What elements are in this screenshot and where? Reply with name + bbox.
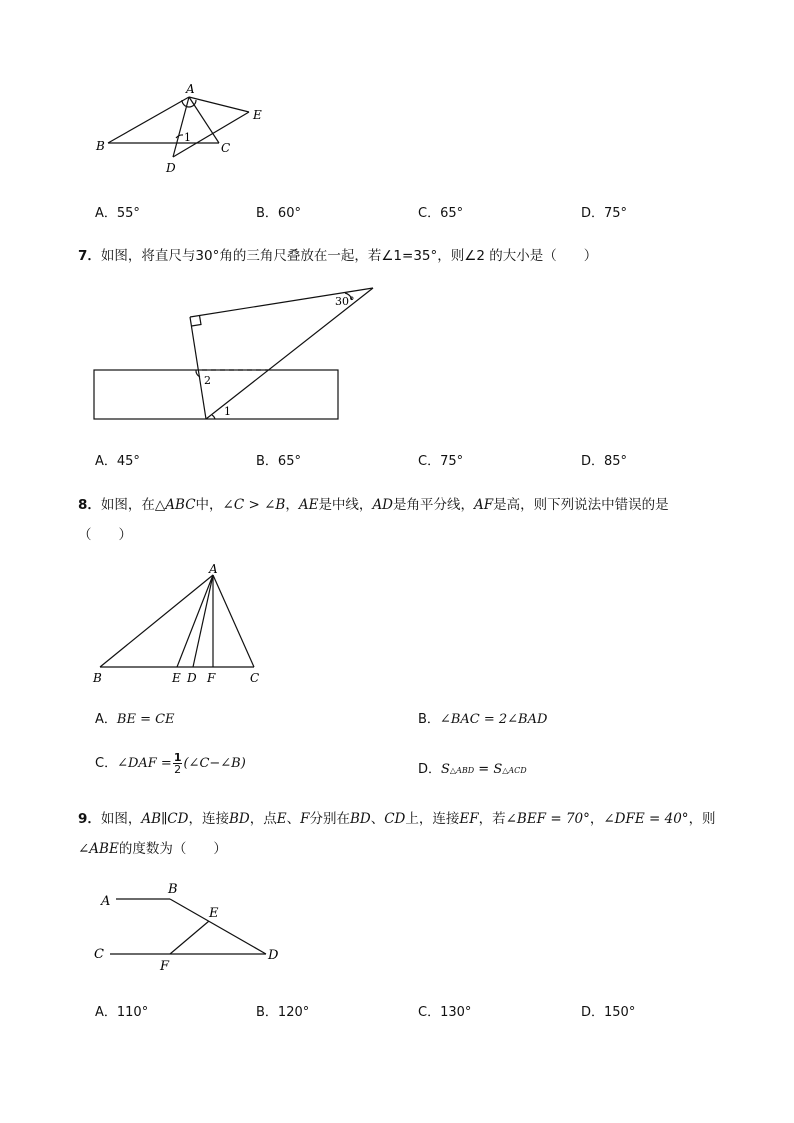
q8-condition: ∠C > ∠B xyxy=(222,497,286,513)
q9-number: 9． xyxy=(78,811,101,827)
q9-cond-2: ∠DFE = 40° xyxy=(603,811,689,827)
q6-figure xyxy=(88,80,278,180)
q8-option-a-prefix: A． xyxy=(95,712,117,727)
q7-figure xyxy=(90,284,380,424)
q6-label-a: A xyxy=(186,82,195,96)
q8-option-d-s2: S xyxy=(493,762,503,777)
q7-option-c[interactable]: C．75° xyxy=(418,454,464,469)
q6-angle-arc-1 xyxy=(176,135,183,138)
q6-option-c[interactable]: C．65° xyxy=(418,206,464,221)
q9-label-e: E xyxy=(209,906,219,921)
q6-option-b[interactable]: B．60° xyxy=(256,206,301,221)
q6-label-d: D xyxy=(166,161,176,175)
q8-option-d-eq: = xyxy=(474,762,494,777)
q8-af: AF xyxy=(474,497,494,513)
q8-text-a: 如图，在 xyxy=(100,497,155,513)
q7-tri-left xyxy=(190,317,206,419)
q9-text-a: 如图， xyxy=(100,811,142,827)
q8-ae: AE xyxy=(298,497,319,513)
q9-text-i: ， xyxy=(589,811,604,827)
q9-question xyxy=(78,807,716,827)
q8-number: 8． xyxy=(78,497,101,513)
q6-label-b: B xyxy=(96,139,105,153)
q9-line2-text: 的度数为（ ） xyxy=(118,841,227,857)
q7-text: 如图，将直尺与30°角的三角尺叠放在一起，若∠1=35°，则∠2 的大小是（ ） xyxy=(100,248,598,264)
q7-option-b[interactable]: B．65° xyxy=(256,454,301,469)
q9-label-d: D xyxy=(268,948,279,963)
q8-option-b-prefix: B． xyxy=(418,712,440,727)
fraction-numerator: 1 xyxy=(173,751,182,764)
q7-arc-1 xyxy=(212,415,215,419)
q8-option-d-sub2: △ACD xyxy=(502,766,527,775)
q9-option-a[interactable]: A．110° xyxy=(95,1005,149,1020)
q9-bd2: BD xyxy=(349,811,371,827)
q9-figure xyxy=(88,874,288,974)
q6-label-e: E xyxy=(253,108,262,122)
q9-text-g: 上，连接 xyxy=(405,811,460,827)
q8-label-f: F xyxy=(207,671,216,685)
q8-option-b[interactable] xyxy=(418,708,547,727)
q9-text-f: 、 xyxy=(370,811,385,827)
q8-label-e: E xyxy=(172,671,181,685)
q9-abe: ∠ABE xyxy=(78,841,119,857)
q9-cd: CD xyxy=(384,811,406,827)
q6-option-d[interactable]: D．75° xyxy=(581,206,628,221)
q9-label-f: F xyxy=(160,959,170,974)
q9-label-a: A xyxy=(101,894,111,909)
q8-option-b-text: ∠BAC = 2∠BAD xyxy=(439,712,548,727)
q8-option-d-sub1: △ABD xyxy=(449,766,475,775)
q8-figure xyxy=(88,560,268,688)
q8-text-f: 是高，则下列说法中错误的是 xyxy=(493,497,669,513)
q8-text-d: 是中线， xyxy=(318,497,373,513)
q9-text-j: ，则 xyxy=(688,811,716,827)
q8-text-e: 是角平分线， xyxy=(393,497,475,513)
q8-option-c-lhs: ∠DAF = xyxy=(117,756,172,771)
q7-label-2: 2 xyxy=(204,374,211,387)
q7-label-30: 30° xyxy=(335,295,355,308)
q9-bd: BD xyxy=(228,811,250,827)
q8-label-c: C xyxy=(250,671,260,685)
q8-ad: AD xyxy=(372,497,394,513)
q9-f: F xyxy=(300,811,310,827)
q8-option-d-s1: S xyxy=(441,762,450,777)
q9-e: E xyxy=(276,811,287,827)
q9-text-e: 分别在 xyxy=(309,811,350,827)
q8-label-b: B xyxy=(93,671,102,685)
q8-line-ac xyxy=(213,575,254,667)
q8-option-c-rhs: (∠C−∠B) xyxy=(183,756,246,771)
q8-option-c[interactable] xyxy=(95,752,246,775)
q9-text-c: ，点 xyxy=(249,811,277,827)
q6-label-c: C xyxy=(221,141,231,155)
q8-option-d[interactable] xyxy=(418,758,527,777)
q8-option-d-prefix: D． xyxy=(418,762,442,777)
q7-option-d[interactable]: D．85° xyxy=(581,454,628,469)
fraction-denominator: 2 xyxy=(174,763,182,776)
q8-option-a-text: BE = CE xyxy=(116,712,175,727)
q6-label-1: 1 xyxy=(184,131,191,144)
q7-label-1: 1 xyxy=(224,405,231,418)
q7-option-a[interactable]: A．45° xyxy=(95,454,140,469)
q6-line-ab xyxy=(108,97,189,143)
q9-ef: EF xyxy=(459,811,479,827)
q8-answer-bracket: （ ） xyxy=(78,527,132,543)
q9-text-h: ，若 xyxy=(478,811,506,827)
q8-triangle: △ABC xyxy=(154,497,196,513)
q9-cond-1: ∠BEF = 70° xyxy=(505,811,590,827)
q9-question-line2 xyxy=(78,837,227,857)
q9-line-fe xyxy=(170,921,209,954)
q8-text-c: ， xyxy=(285,497,299,513)
q8-label-a: A xyxy=(209,562,218,576)
q9-label-c: C xyxy=(94,947,104,962)
q7-question xyxy=(78,244,597,264)
q6-option-a[interactable]: A．55° xyxy=(95,206,140,221)
q7-number: 7． xyxy=(78,248,101,264)
q8-label-d: D xyxy=(187,671,197,685)
q9-label-b: B xyxy=(168,882,178,897)
q8-option-c-prefix: C． xyxy=(95,756,118,771)
q8-option-c-fraction xyxy=(173,752,183,775)
q9-text-d: 、 xyxy=(286,811,301,827)
q9-parallel: AB∥CD xyxy=(141,811,189,827)
q8-option-a[interactable] xyxy=(95,708,175,727)
q9-option-c[interactable]: C．130° xyxy=(418,1005,472,1020)
q8-text-b: 中， xyxy=(195,497,223,513)
q9-option-b[interactable]: B．120° xyxy=(256,1005,310,1020)
q9-option-d[interactable]: D．150° xyxy=(581,1005,636,1020)
q9-text-b: ，连接 xyxy=(188,811,229,827)
q8-question xyxy=(78,493,669,513)
q8-line-ae xyxy=(177,575,213,667)
